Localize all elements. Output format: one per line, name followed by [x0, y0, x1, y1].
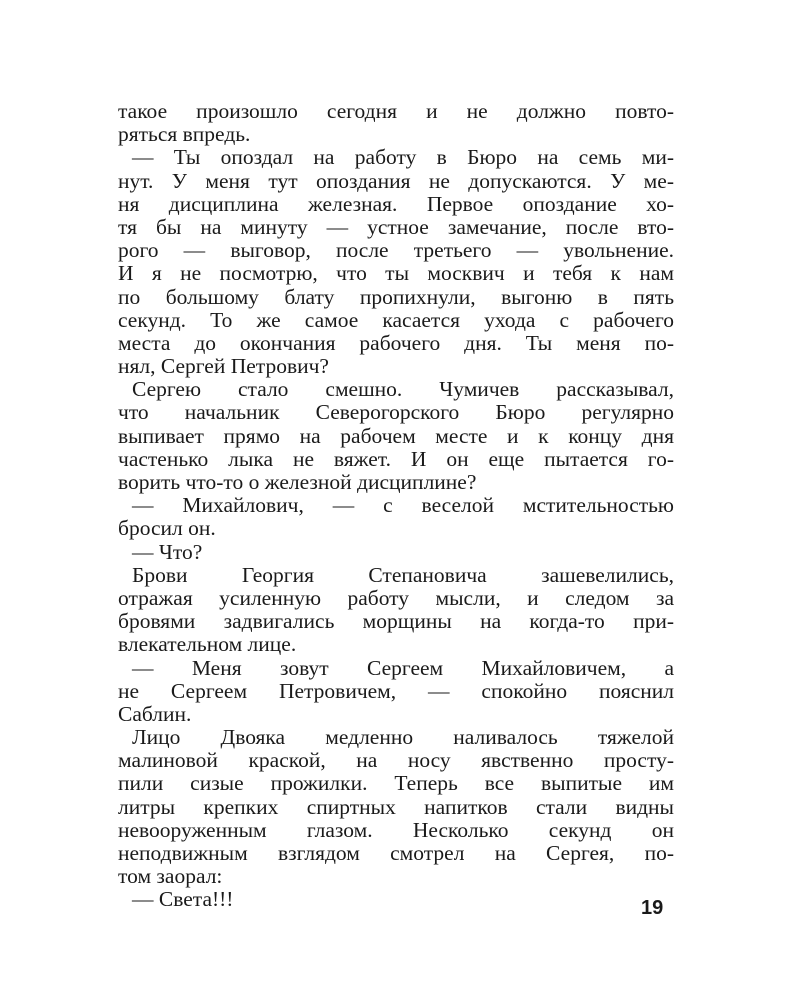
text-line: места до окончания рабочего дня. Ты меня по-	[118, 330, 674, 355]
text-line: не Сергеем Петровичем, — спокойно пояснил	[118, 678, 674, 703]
text-line: нял, Сергей Петрович?	[118, 354, 329, 379]
text-line: — Меня зовут Сергеем Михайловичем, а	[132, 655, 674, 680]
text-line: нут. У меня тут опоздания не допускаются. У ме-	[118, 168, 674, 193]
text-line: Саблин.	[118, 701, 192, 726]
text-line: ворить что-то о железной дисциплине?	[118, 470, 477, 494]
text-line: литры крепких спиртных напитков стали видны	[118, 794, 674, 819]
text-line: отражая усиленную работу мысли, и следом за	[118, 585, 674, 610]
text-line: пили сизые прожилки. Теперь все выпитые им	[118, 771, 674, 796]
text-line: том заорал:	[118, 864, 223, 889]
text-line: бросил он.	[118, 516, 216, 541]
text-line: секунд. То же самое касается ухода с рабочего	[118, 307, 674, 332]
text-line: — Ты опоздал на работу в Бюро на семь ми-	[132, 145, 674, 170]
text-line: Сергею стало смешно. Чумичев рассказывал,	[132, 377, 674, 402]
text-line: бровями задвигались морщины на когда-то при-	[118, 609, 674, 634]
text-line: ня дисциплина железная. Первое опоздание хо-	[118, 191, 674, 216]
text-line: ряться впредь.	[118, 122, 251, 147]
text-line: влекательном лице.	[118, 632, 297, 657]
text-line: что начальник Северогорского Бюро регулярно	[118, 400, 674, 425]
page-number: 19	[641, 897, 664, 919]
text-line: — Что?	[132, 539, 203, 564]
text-line: по большому блату пропихнули, выгоню в пять	[118, 284, 674, 309]
text-line: Брови Георгия Степановича зашевелились,	[132, 562, 674, 587]
text-line: — Михайлович, — с веселой мстительностью	[132, 493, 674, 518]
text-line: частенько лыка не вяжет. И он еще пытается го-	[118, 446, 674, 471]
text-line: невооруженным глазом. Несколько секунд он	[118, 817, 674, 842]
text-line: рого — выговор, после третьего — увольнение.	[118, 238, 674, 263]
text-line: такое произошло сегодня и не должно повто-	[118, 99, 674, 123]
text-line: выпивает прямо на рабочем месте и к концу дня	[118, 423, 674, 448]
text-line: И я не посмотрю, что ты москвич и тебя к нам	[118, 261, 674, 286]
text-line: неподвижным взглядом смотрел на Сергея, по-	[118, 841, 674, 865]
text-line: Лицо Двояка медленно наливалось тяжелой	[132, 725, 674, 750]
text-line: малиновой краской, на носу явственно просту-	[118, 748, 674, 773]
text-line: — Света!!!	[132, 887, 234, 912]
text-line: тя бы на минуту — устное замечание, после вто-	[118, 214, 674, 239]
body-text	[118, 100, 674, 912]
